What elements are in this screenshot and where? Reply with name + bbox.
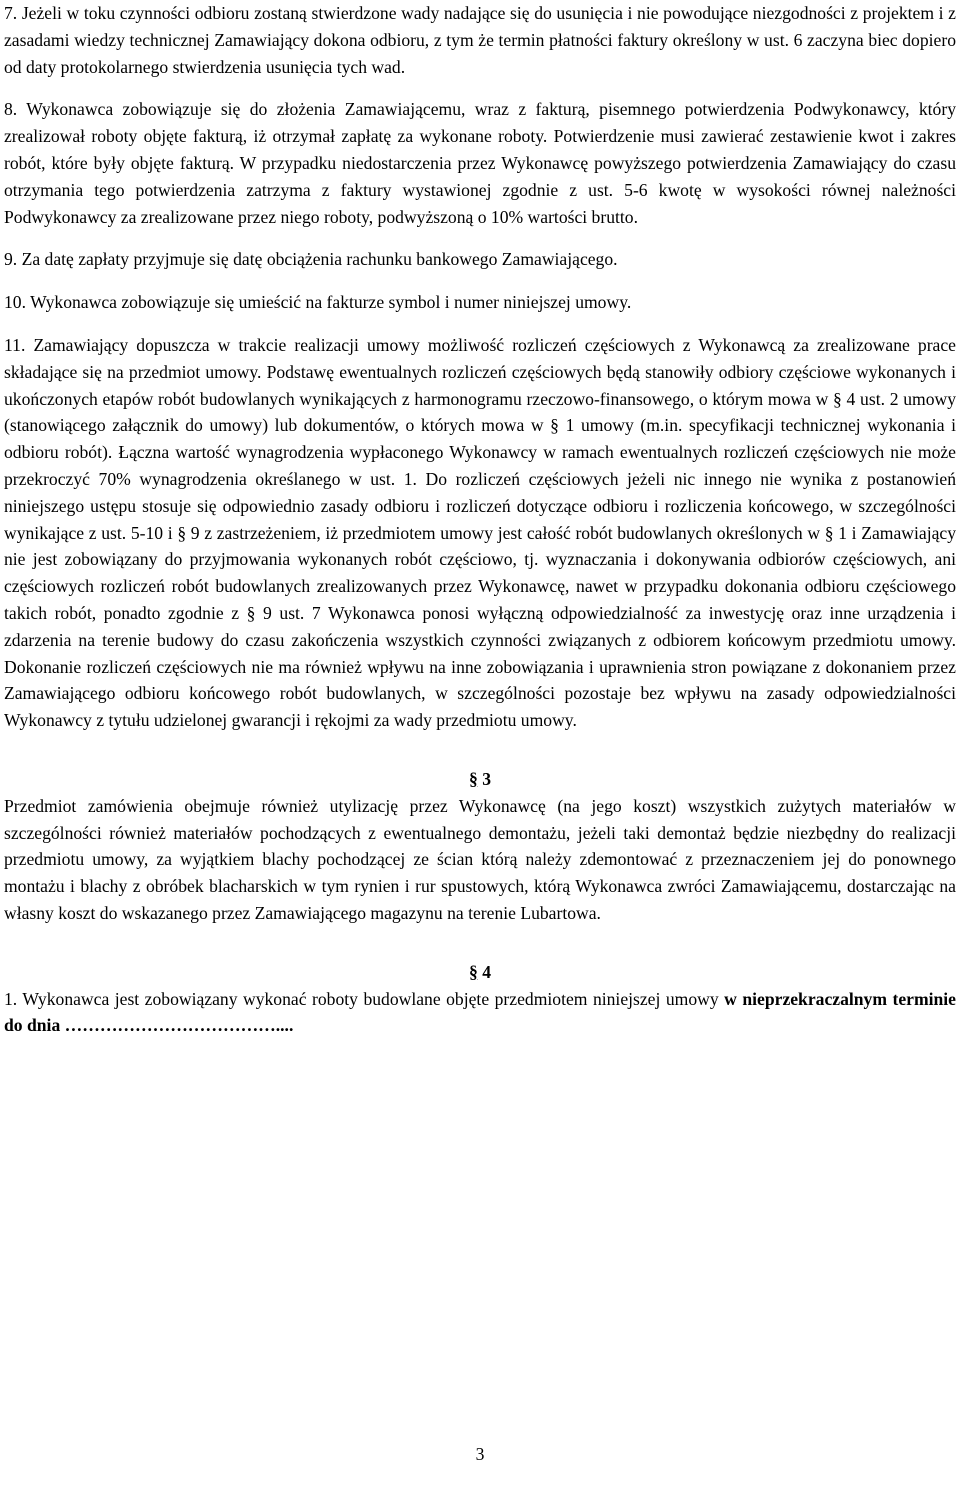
section-4-text-normal: 1. Wykonawca jest zobowiązany wykonać roboty budowlane objęte przedmiotem niniejszej umowy [4, 988, 725, 1009]
paragraph-8: 8. Wykonawca zobowiązuje się do złożenia Zamawiającemu, wraz z fakturą, pisemnego potwierdzenia Podwykonawcy, który zrealizował roboty objęte fakturą, iż otrzymał zapłatę za wykonane roboty. Potwierdzenie musi zawierać zestawienie kwot i zakres robót, które były objęte fakturą. W przypadku niedostarczenia przez Wykonawcę powyższego potwierdzenia Zamawiający do czasu otrzymania tego potwierdzenia zatrzyma z faktury wystawionej zgodnie z ust. 5-6 kwotę w wysokości równej należności Podwykonawcy za zrealizowane przez niego roboty, podwyższoną o 10% wartości brutto. [4, 99, 956, 227]
section-3-heading [4, 766, 956, 793]
section-number: 4 [482, 961, 491, 982]
section-4-text [4, 986, 956, 1040]
section-4-text-bold: w nieprzekraczalnym terminie do dnia ……………………………….... [4, 988, 956, 1036]
document-page [4, 0, 956, 1488]
page-number: 3 [475, 1444, 485, 1464]
document-body [4, 0, 956, 1039]
paragraph-9: 9. Za datę zapłaty przyjmuje się datę obciążenia rachunku bankowego Zamawiającego. [4, 249, 618, 270]
paragraph-10: 10. Wykonawca zobowiązuje się umieścić na fakturze symbol i numer niniejszej umowy. [4, 292, 632, 313]
paragraph-11: 11. Zamawiający dopuszcza w trakcie realizacji umowy możliwość rozliczeń częściowych z Wykonawcą za zrealizowane prace składające się na przedmiot umowy. Podstawę ewentualnych rozliczeń częściowych będą stanowiły odbiory częściowe wykonanych i ukończonych etapów robót budowlanych wynikających z harmonogramu rzeczowo-finansowego, o którym mowa w § 4 ust. 2 umowy (stanowiącego załącznik do umowy) lub dokumentów, o których mowa w § 1 umowy (m.in. specyfikacji technicznej wykonania i odbioru robót). Łączna wartość wynagrodzenia wypłaconego Wykonawcy w ramach ewentualnych rozliczeń częściowych nie może przekroczyć 70% wynagrodzenia określanego w ust. 1. Do rozliczeń częściowych jeżeli nic innego nie wynika z postanowień niniejszego ustępu stosuje się odpowiednio zasady odbioru i rozliczeń dotyczące odbioru i rozliczenia końcowego, w szczególności wynikające z ust. 5-10 i § 9 z zastrzeżeniem, iż przedmiotem umowy jest całość robót budowlanych określonych w § 1 i Zamawiający nie jest zobowiązany do przyjmowania wykonanych robót częściowo, tj. wyznaczania i dokonywania odbiorów częściowych, ani częściowych rozliczeń robót budowlanych zrealizowanych przez Wykonawcę, nawet w przypadku dokonania odbioru częściowego takich robót, ponadto zgodnie z § 9 ust. 7 Wykonawca ponosi wyłączną odpowiedzialność za inwestycję oraz inne urządzenia i zdarzenia na terenie budowy do czasu zakończenia wszystkich czynności związanych z odbiorem końcowym przedmiotu umowy. Dokonanie rozliczeń częściowych nie ma również wpływu na inne zobowiązania i uprawnienia stron powiązane z dokonaniem przez Zamawiającego odbioru końcowego robót budowlanych, w szczególności pozostaje bez wpływu na zasady odpowiedzialności Wykonawcy z tytułu udzielonej gwarancji i rękojmi za wady przedmiotu umowy. [4, 334, 956, 731]
section-symbol: § [469, 768, 478, 789]
paragraph-7: 7. Jeżeli w toku czynności odbioru zostaną stwierdzone wady nadające się do usunięcia i nie powodujące niezgodności z projektem i z zasadami wiedzy technicznej Zamawiający dokona odbioru, z tym że termin płatności faktury określony w ust. 6 zaczyna biec dopiero od daty protokolarnego stwierdzenia usunięcia tych wad. [4, 3, 956, 77]
section-symbol: § [469, 961, 478, 982]
section-4-heading [4, 959, 956, 986]
section-3-text: Przedmiot zamówienia obejmuje również utylizację przez Wykonawcę (na jego koszt) wszystkich zużytych materiałów w szczególności również materiałów pochodzących z ewentualnego demontażu, jeżeli taki demontaż będzie niezbędny do realizacji przedmiotu umowy, za wyjątkiem blachy pochodzącej ze ścian którą należy zdemontować z przeznaczeniem jej do ponownego montażu i blachy z obróbek blacharskich w tym rynien i rur spustowych, którą Wykonawca zwróci Zamawiającemu, dostarczając na własny koszt do wskazanego przez Zamawiającego magazynu na terenie Lubartowa. [4, 795, 956, 923]
section-number: 3 [482, 768, 491, 789]
